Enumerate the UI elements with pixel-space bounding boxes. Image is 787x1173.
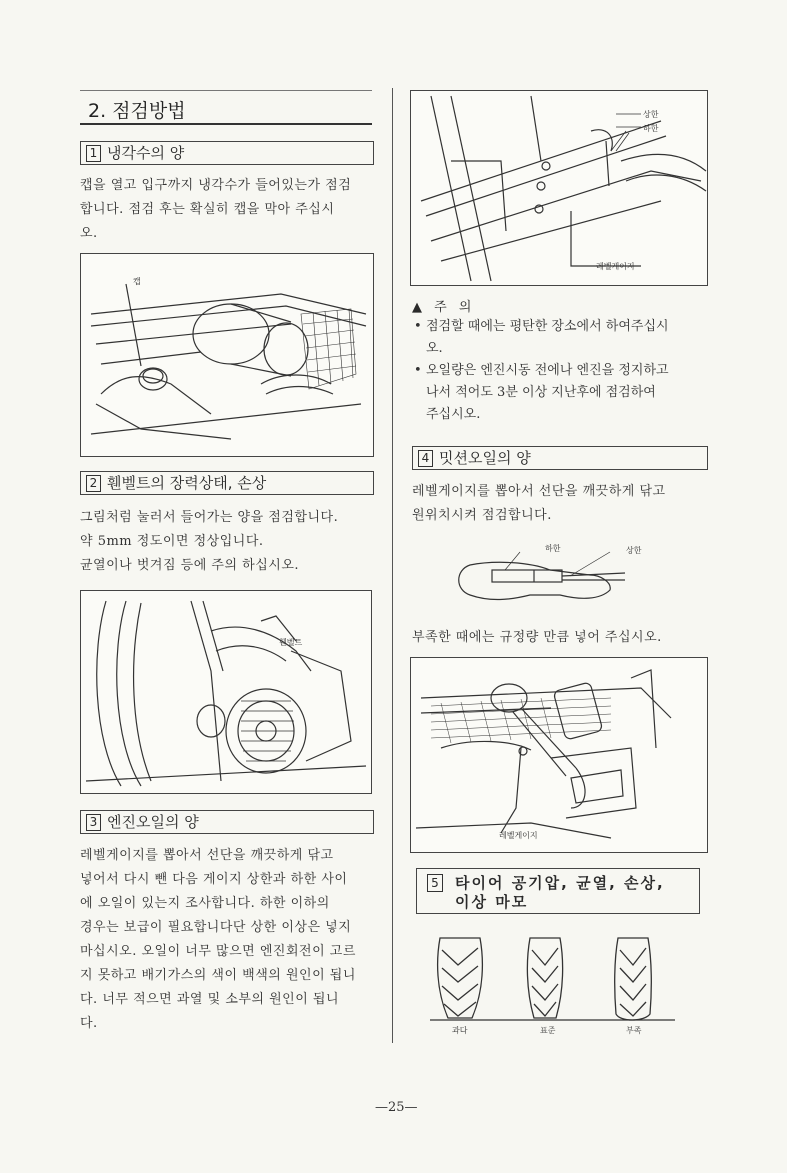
tire-comparison-diagram [430,930,680,1025]
caution-item: • 오일량은 엔진시동 전에나 엔진을 정지하고 나서 적어도 3분 이상 지난후에 점검하여 주십시오. [412,360,708,426]
main-heading [80,90,372,125]
section-3-text: 레벨게이지를 뽑아서 선단을 깨끗하게 닦고 넣어서 다시 뺀 다음 게이지 상한과 하한 사이 에 오일이 있는지 조사합니다. 하한 이하의 경우는 보급이 필요합니다단 상한 이상은 넣지 마십시오. 오일이 너무 많으면 엔진회전이 고르 지 못하고 배기가스의 색이 백색의 원인이 됩니 다. 너무 적으면 과열 및 소부의 원인이 됩니 다. [80,848,356,1031]
section-2-title: 휀벨트의 장력상태, 손상 [107,474,267,492]
section-4-text: 레벨게이지를 뽑아서 선단을 깨끗하게 닦고 원위치시켜 점검합니다. [412,484,666,523]
section-1-heading [80,141,374,165]
tire-label-over: 과다 [452,1026,468,1035]
radiator-illustration [81,254,373,456]
transmission-gauge-label: 레벨게이지 [499,831,538,840]
section-2-text: 그림처럼 눌러서 들어가는 양을 점검합니다. 약 5mm 정도이면 정상입니다. 균열이나 벗겨짐 등에 주의 하십시오. [80,510,339,573]
level-gauge-label: 레벨게이지 [596,262,635,271]
section-2-heading [80,471,374,495]
figure-engine-oil-gauge [410,90,708,286]
dip-upper-label: 상한 [626,546,642,555]
section-1-text: 캡을 열고 입구까지 냉각수가 들어있는가 점검 합니다. 점검 후는 확실히 캡을 막아 주십시 오. [80,178,352,241]
caution-item: • 점검할 때에는 평탄한 장소에서 하여주십시 오. [412,316,708,360]
dip-lower-label: 하한 [545,544,561,553]
cap-label: 캡 [133,277,141,286]
caution-title: ▲ 주 의 [412,300,476,315]
section-5-title-line-1: 타이어 공기압, 균열, 손상, [455,874,665,892]
section-2-number: 2 [86,475,101,492]
section-1-number: 1 [86,145,101,162]
figure-transmission-gauge [410,657,708,853]
section-4-number: 4 [418,450,433,467]
dipstick-diagram [450,540,670,610]
transmission-illustration [411,658,707,852]
upper-limit-label: 상한 [643,110,659,119]
section-5-number: 5 [427,874,443,892]
section-3-number: 3 [86,814,101,831]
fan-belt-label: 휀벨트 [279,638,303,647]
page-number: —25— [375,1100,418,1115]
main-heading-text: 2. 점검방법 [88,100,186,122]
section-4-title: 밋션오일의 양 [439,449,531,467]
column-divider [392,88,393,1043]
section-1-title: 냉각수의 양 [107,144,185,162]
engine-gauge-illustration [411,91,707,285]
figure-radiator-cap [80,253,374,457]
fan-belt-illustration [81,591,371,793]
lower-limit-label: 하한 [643,124,659,133]
section-3-title: 엔진오일의 양 [107,813,199,831]
tire-illustration [430,930,680,1025]
section-4-text-2: 부족한 때에는 규정량 만큼 넣어 주십시오. [412,630,662,645]
tire-label-standard: 표준 [540,1026,556,1035]
caution-list [412,316,708,426]
section-3-heading [80,810,374,834]
section-5-title-line-2: 이상 마모 [455,893,529,911]
figure-fan-belt [80,590,372,794]
section-4-heading [412,446,708,470]
tire-label-under: 부족 [626,1026,642,1035]
section-5-heading [416,868,700,914]
